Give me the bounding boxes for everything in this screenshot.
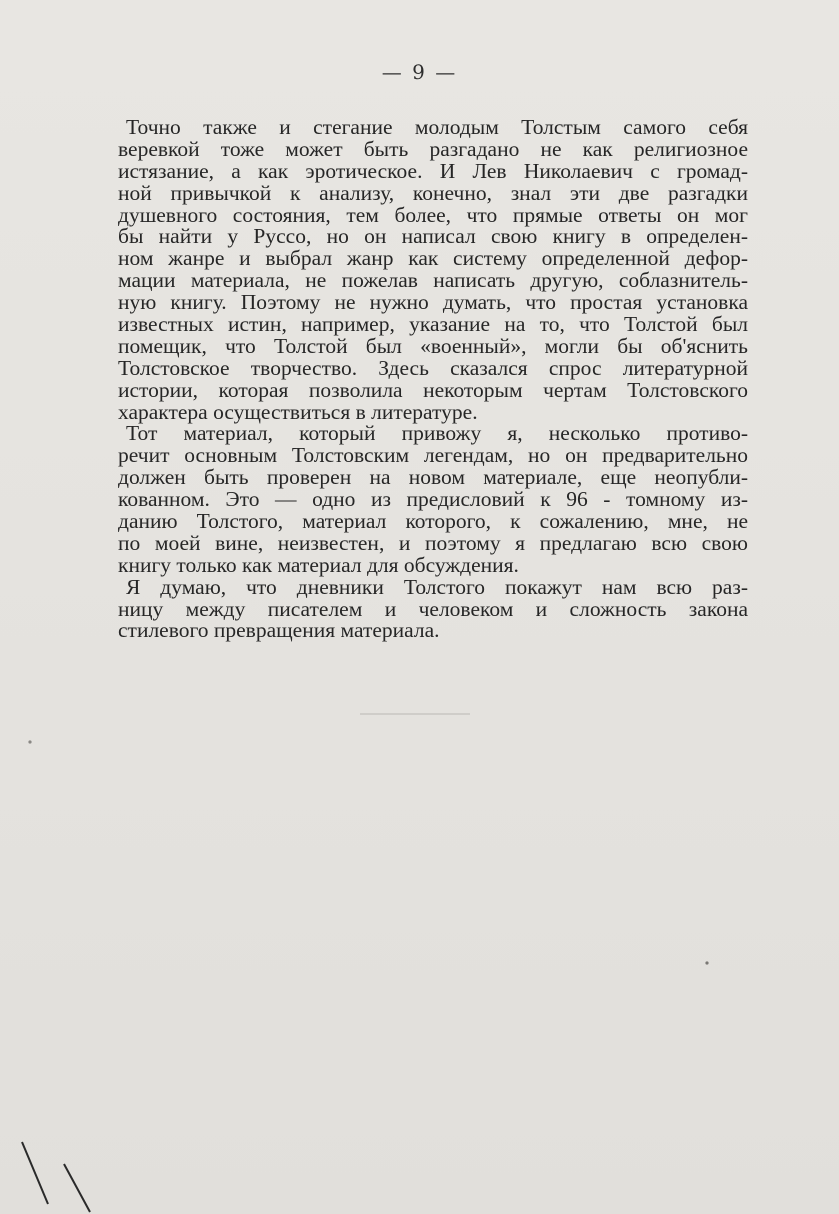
paragraph-1-line-13: истории, которая позволила некоторым чертам Толстовского bbox=[118, 377, 748, 402]
paragraph-3-line-3: стилевого превращения материала. bbox=[118, 618, 440, 643]
paragraph-1-line-8: мации материала, не пожелав написать другую, соблазнитель- bbox=[118, 268, 748, 293]
paragraph-1-line-10: известных истин, например, указание на то, что Толстой был bbox=[118, 312, 748, 337]
paragraph-1-line-4: ной привычкой к анализу, конечно, знал эти две разгадки bbox=[118, 180, 748, 205]
paragraph-2-line-3: должен быть проверен на новом материале, еще неопубли- bbox=[118, 465, 748, 490]
page-number: — 9 — bbox=[381, 60, 458, 84]
paragraph-1-line-3: истязание, а как эротическое. И Лев Николаевич с громад- bbox=[118, 158, 748, 183]
paragraph-1-line-2: веревкой тоже может быть разгадано не как религиозное bbox=[118, 136, 748, 161]
paragraph-2-line-5: данию Толстого, материал которого, к сожалению, мне, не bbox=[118, 509, 748, 534]
pen-stroke-left bbox=[22, 1142, 48, 1204]
speck bbox=[705, 961, 708, 964]
paragraph-1-line-6: бы найти у Руссо, но он написал свою книгу в определен- bbox=[118, 224, 748, 249]
paragraph-3-line-2: ницу между писателем и человеком и сложность закона bbox=[118, 596, 748, 621]
paragraph-2-line-1: Тот материал, который привожу я, несколько противо- bbox=[126, 421, 748, 446]
body-text bbox=[118, 117, 748, 642]
paragraph-1-line-1: Точно также и стегание молодым Толстым самого себя bbox=[126, 115, 748, 139]
speck bbox=[28, 740, 31, 743]
paragraph-1-line-12: Толстовское творчество. Здесь сказался спрос литературной bbox=[118, 355, 748, 380]
paragraph-2-line-4: кованном. Это — одно из предисловий к 96 - томному из- bbox=[118, 487, 748, 512]
paragraph-1-line-11: помещик, что Толстой был «военный», могли бы об'яснить bbox=[118, 333, 748, 358]
paragraph-1-line-14: характера осуществиться в литературе. bbox=[118, 399, 478, 424]
paragraph-2-line-7: книгу только как материал для обсуждения. bbox=[118, 552, 519, 577]
paragraph-1-line-7: ном жанре и выбрал жанр как систему определенной дефор- bbox=[118, 246, 748, 271]
paragraph-2-line-2: речит основным Толстовским легендам, но он предварительно bbox=[118, 443, 748, 468]
paragraph-1-line-9: ную книгу. Поэтому не нужно думать, что простая установка bbox=[118, 290, 748, 315]
paragraph-1-line-5: душевного состояния, тем более, что прямые ответы он мог bbox=[118, 202, 748, 227]
paragraph-2-line-6: по моей вине, неизвестен, и поэтому я предлагаю всю свою bbox=[118, 530, 748, 555]
pen-stroke-right bbox=[64, 1164, 90, 1212]
paragraph-3-line-1: Я думаю, что дневники Толстого покажут нам всю раз- bbox=[126, 574, 748, 599]
